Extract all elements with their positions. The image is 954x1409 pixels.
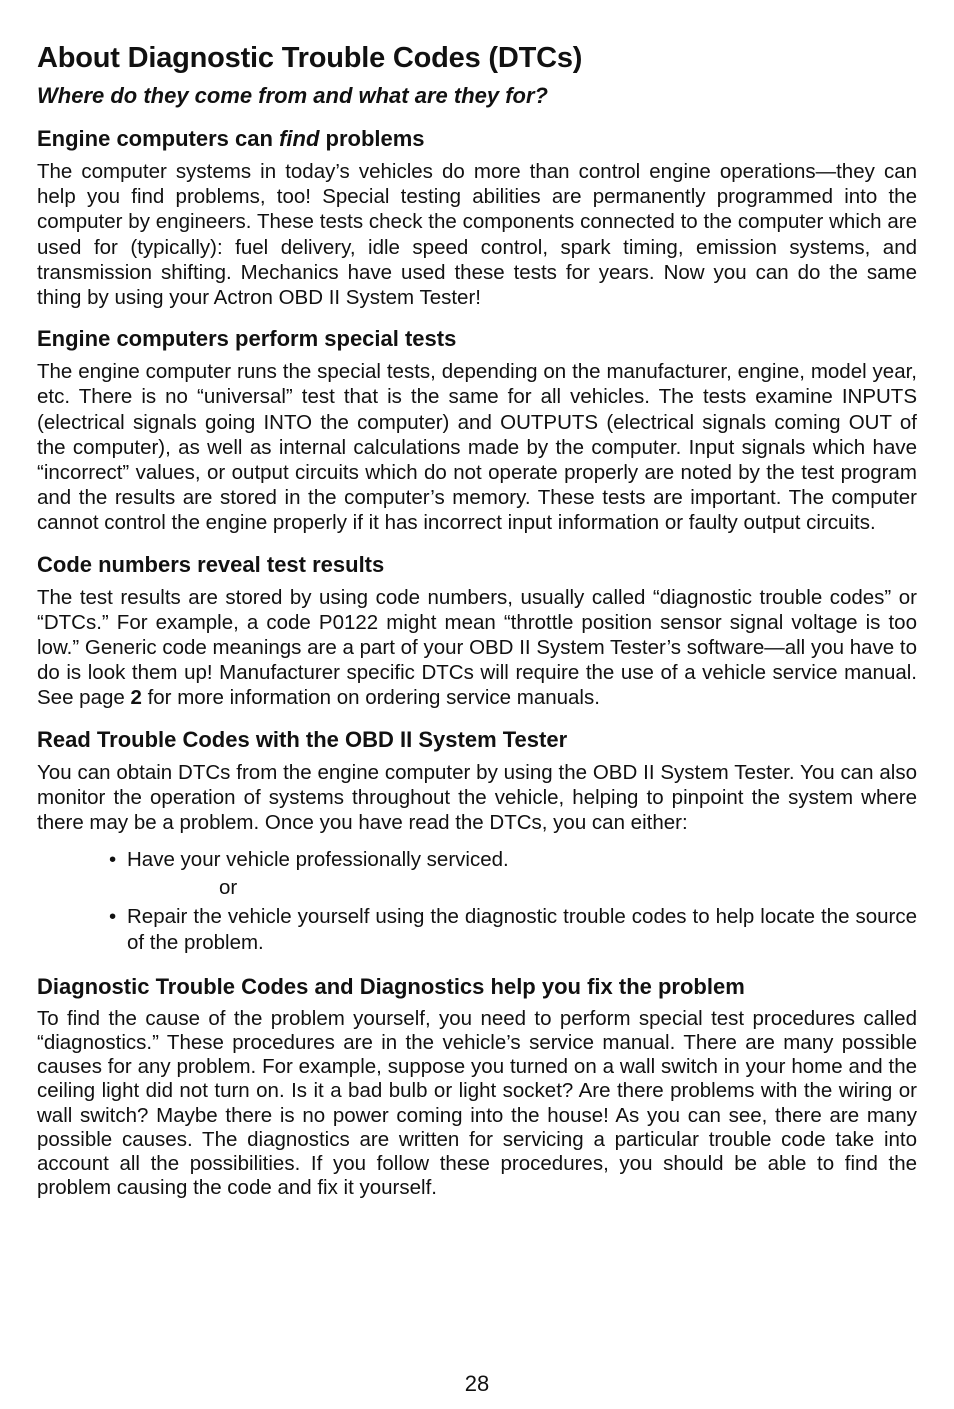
section-diagnostics — [37, 973, 917, 1201]
page-number: 28 — [464, 1371, 490, 1396]
section-body: To find the cause of the problem yourself, you need to perform special test procedures called “diagnostics.” These procedures are in the vehicle’s service manual. There are many possible causes for any problem. For example, suppose you turned on a wall switch in your home and the ceiling light did not turn on. Is it a bad bulb or light socket? Are there problems with the wiring or wall switch? Maybe there is no power coming into the house! As you can see, there are many possible causes. The diagnostics are written for servicing a particular trouble code take into account all the possibilities. If you follow these procedures, you should be able to find the problem causing the code and fix it yourself. — [37, 1006, 917, 1200]
section-heading: Code numbers reveal test results — [37, 551, 385, 577]
body-text: The test results are stored by using code numbers, usually called “diagnostic trouble codes” or “DTCs.” For example, a code P0122 might mean “throttle position sensor signal voltage is too low.” Generic code meanings are a part of your OBD II System Tester’s software—all you have to do is look them up! Manufacturer specific DTCs will require the use of a vehicle service manual. See page — [37, 585, 917, 710]
section-body: The computer systems in today’s vehicles do more than control engine operations—they can help you find problems, too! Special testing abilities are permanently programmed into the computer by engineers. These tests check the components connected to the computer which are used for (typically): fuel delivery, idle speed control, spark timing, emission systems, and transmission shifting. Mechanics have used these tests for years. Now you can do the same thing by using your Actron OBD II System Tester! — [37, 160, 917, 310]
section-code-numbers — [37, 551, 917, 711]
page-title: About Diagnostic Trouble Codes (DTCs) — [37, 42, 583, 74]
list-item — [109, 904, 917, 954]
page-content — [37, 40, 917, 1201]
heading-text: problems — [319, 126, 425, 151]
section-heading: Engine computers perform special tests — [37, 326, 457, 352]
section-find-problems — [37, 125, 917, 310]
section-heading: Diagnostic Trouble Codes and Diagnostics help you fix the problem — [37, 973, 745, 999]
options-list — [37, 904, 917, 954]
or-separator: or — [219, 876, 238, 900]
section-heading — [37, 125, 917, 153]
page-subtitle: Where do they come from and what are they for? — [37, 83, 548, 108]
section-special-tests — [37, 325, 917, 535]
bullet-icon: • — [109, 905, 117, 929]
list-item — [109, 847, 917, 872]
options-list — [37, 847, 917, 872]
page-reference: 2 — [130, 686, 142, 710]
heading-emphasis: find — [279, 126, 320, 151]
list-item-text: Repair the vehicle yourself using the diagnostic trouble codes to help locate the source of the problem. — [127, 905, 917, 954]
section-body: You can obtain DTCs from the engine computer by using the OBD II System Tester. You can also monitor the operation of systems throughout the vehicle, helping to pinpoint the system where there may be a problem. Once you have read the DTCs, you can either: — [37, 760, 917, 835]
section-read-codes — [37, 726, 917, 955]
list-item-text: Have your vehicle professionally serviced. — [127, 848, 509, 872]
section-body: The engine computer runs the special tests, depending on the manufacturer, engine, model year, etc. There is no “universal” test that is the same for all vehicles. The tests examine INPUTS (electrical signals going INTO the computer) and OUTPUTS (electrical signals coming OUT of the computer), as well as internal calculations made by the computer. Input signals which have “incorrect” values, or output circuits which do not operate properly are noted by the test program and the results are stored in the computer’s memory. These tests are important. The computer cannot control the engine properly if it has incorrect input information or faulty output circuits. — [37, 360, 917, 535]
section-heading: Read Trouble Codes with the OBD II System Tester — [37, 726, 568, 752]
body-text: for more information on ordering service manuals. — [141, 686, 600, 710]
heading-text: Engine computers can — [37, 126, 280, 151]
section-body — [37, 585, 917, 711]
bullet-icon: • — [109, 848, 117, 872]
